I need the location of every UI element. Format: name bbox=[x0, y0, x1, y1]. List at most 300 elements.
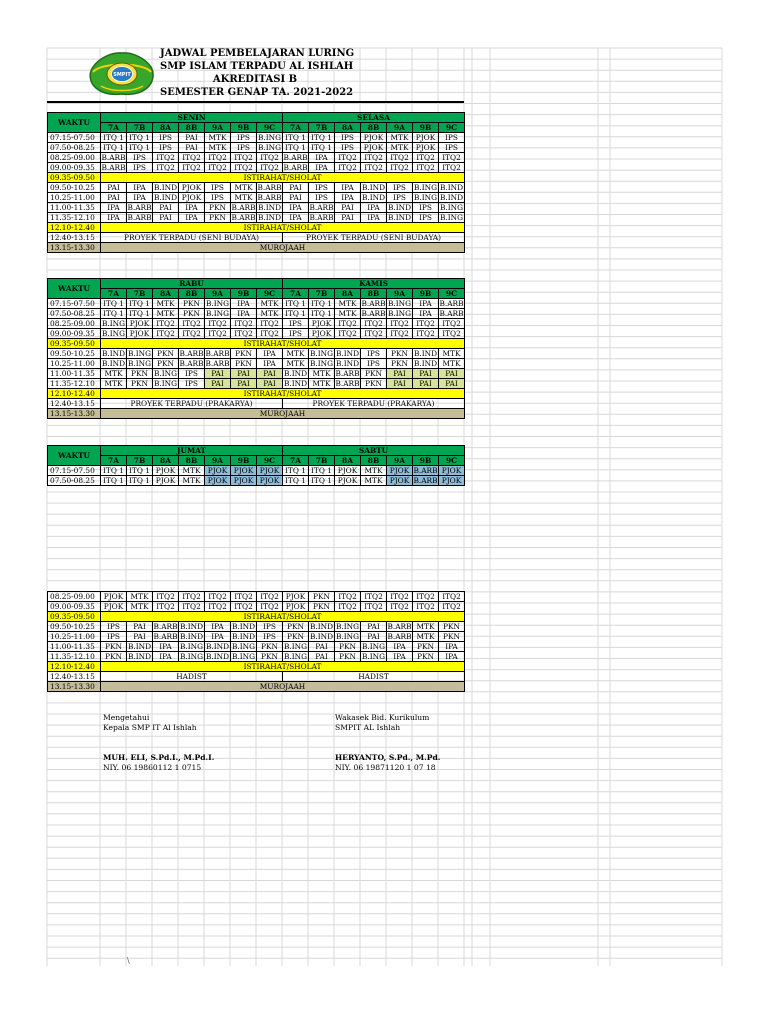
day-header: JUMAT bbox=[101, 446, 283, 456]
table-row bbox=[48, 153, 465, 163]
subject-cell: ITQ 1 bbox=[127, 309, 153, 319]
table-row bbox=[48, 682, 465, 692]
subject-cell: IPA bbox=[361, 213, 387, 223]
subject-cell: ITQ 1 bbox=[283, 476, 309, 486]
subject-cell: B.ARB bbox=[309, 212, 334, 222]
subject-cell: B.IND bbox=[153, 182, 178, 192]
subject-cell: PAI bbox=[361, 622, 387, 632]
activity-cell: HADIST bbox=[283, 672, 465, 682]
subject-cell: IPA bbox=[153, 642, 179, 652]
table-row bbox=[48, 602, 465, 612]
subject-cell: B.ING bbox=[153, 368, 178, 378]
subject-cell: B.ING bbox=[231, 641, 256, 651]
activity-cell: PROYEK TERPADU (SENI BUDAYA) bbox=[283, 233, 465, 243]
subject-cell: PAI bbox=[309, 642, 335, 652]
class-header: 9C bbox=[439, 123, 465, 133]
subject-cell: PJOK bbox=[309, 329, 335, 339]
class-header: 8B bbox=[179, 456, 205, 466]
subject-cell: B.IND bbox=[179, 621, 204, 631]
break-cell: ISTIRAHAT/SHOLAT bbox=[101, 389, 465, 399]
subject-cell: ITQ2 bbox=[387, 153, 413, 163]
table-row bbox=[48, 203, 465, 213]
subject-cell: IPS bbox=[101, 632, 127, 642]
subject-cell: B.IND bbox=[153, 192, 178, 202]
subject-cell: PJOK bbox=[413, 133, 439, 143]
table-row bbox=[48, 466, 465, 476]
subject-cell: PKN bbox=[231, 349, 257, 359]
subject-cell: ITQ2 bbox=[153, 602, 179, 612]
table-row bbox=[48, 632, 465, 642]
subject-cell: IPS bbox=[205, 183, 231, 193]
subject-cell: B.ING bbox=[127, 348, 152, 358]
subject-cell: PKN bbox=[257, 652, 283, 662]
subject-cell: IPS bbox=[309, 193, 335, 203]
time-cell: 08.25-09.00 bbox=[48, 319, 101, 329]
subject-cell: PAI bbox=[413, 379, 439, 389]
subject-cell: PAI bbox=[283, 183, 309, 193]
subject-cell: B.ING bbox=[309, 358, 334, 368]
subject-cell: B.ING bbox=[127, 358, 152, 368]
subject-cell: MTK bbox=[439, 359, 465, 369]
subject-cell: B.ARB bbox=[205, 348, 230, 358]
table-row bbox=[48, 309, 465, 319]
subject-cell: IPS bbox=[283, 329, 309, 339]
subject-cell: ITQ 1 bbox=[127, 299, 153, 309]
table-row bbox=[48, 592, 465, 602]
class-header: 7A bbox=[283, 289, 309, 299]
subject-cell: IPS bbox=[439, 143, 465, 153]
subject-cell: PKN bbox=[387, 359, 413, 369]
subject-cell: B.ARB bbox=[335, 368, 360, 378]
subject-cell: PJOK bbox=[335, 476, 361, 486]
subject-cell: ITQ2 bbox=[153, 329, 179, 339]
class-header: 9A bbox=[205, 123, 231, 133]
subject-cell: PAI bbox=[205, 369, 231, 379]
subject-cell: PJOK bbox=[205, 466, 231, 476]
subject-cell: PAI bbox=[257, 379, 283, 389]
class-header: 8A bbox=[153, 289, 179, 299]
signature-right-line2: SMPIT AL Ishlah bbox=[335, 723, 401, 732]
schedule-jumat-sabtu bbox=[47, 445, 465, 486]
day-header-row bbox=[48, 446, 465, 456]
subject-cell: ITQ2 bbox=[153, 163, 179, 173]
subject-cell: PAI bbox=[257, 369, 283, 379]
activity-cell: PROYEK TERPADU (SENI BUDAYA) bbox=[101, 233, 283, 243]
subject-cell: ITQ 1 bbox=[309, 143, 335, 153]
murojaah-cell: MUROJAAH bbox=[101, 409, 465, 419]
table-row bbox=[48, 409, 465, 419]
activity-cell: PROYEK TERPADU (PRAKARYA) bbox=[283, 399, 465, 409]
subject-cell: PJOK bbox=[257, 476, 283, 486]
subject-cell: PKN bbox=[309, 592, 335, 602]
table-row bbox=[48, 213, 465, 223]
subject-cell: PJOK bbox=[127, 329, 153, 339]
subject-cell: B.ING bbox=[179, 651, 204, 661]
subject-cell: IPS bbox=[413, 203, 439, 213]
subject-cell: PKN bbox=[231, 359, 257, 369]
subject-cell: ITQ2 bbox=[335, 153, 361, 163]
subject-cell: PJOK bbox=[335, 466, 361, 476]
subject-cell: B.ING bbox=[205, 308, 230, 318]
subject-cell: PJOK bbox=[101, 602, 127, 612]
subject-cell: B.ING bbox=[101, 328, 126, 338]
subject-cell: B.IND bbox=[335, 348, 360, 358]
subject-cell: MTK bbox=[335, 299, 361, 309]
subject-cell: PAI bbox=[101, 183, 127, 193]
table-row bbox=[48, 163, 465, 173]
break-cell: ISTIRAHAT/SHOLAT bbox=[101, 612, 465, 622]
class-header: 9A bbox=[205, 289, 231, 299]
subject-cell: PAI bbox=[387, 379, 413, 389]
class-header: 7A bbox=[101, 456, 127, 466]
activity-cell: PROYEK TERPADU (PRAKARYA) bbox=[101, 399, 283, 409]
subject-cell: ITQ 1 bbox=[127, 133, 153, 143]
table-row bbox=[48, 642, 465, 652]
class-header: 8A bbox=[335, 123, 361, 133]
subject-cell: IPS bbox=[439, 133, 465, 143]
subject-cell: PAI bbox=[179, 133, 205, 143]
subject-cell: IPA bbox=[387, 652, 413, 662]
subject-cell: PJOK bbox=[179, 183, 205, 193]
time-cell: 09.50-10.25 bbox=[48, 183, 101, 193]
class-header: 7B bbox=[127, 123, 153, 133]
subject-cell: PKN bbox=[101, 652, 127, 662]
subject-cell: ITQ 1 bbox=[309, 309, 335, 319]
subject-cell: PKN bbox=[205, 213, 231, 223]
subject-cell: ITQ 1 bbox=[309, 299, 335, 309]
time-cell: 07.15-07.50 bbox=[48, 466, 101, 476]
vice-principal-name: HERYANTO, S.Pd., M.Pd. bbox=[335, 753, 441, 762]
subject-cell: B.ING bbox=[361, 651, 386, 661]
subject-cell: ITQ2 bbox=[387, 329, 413, 339]
subject-cell: ITQ2 bbox=[361, 592, 387, 602]
subject-cell: B.IND bbox=[439, 192, 464, 202]
subject-cell: PJOK bbox=[257, 466, 283, 476]
subject-cell: PJOK bbox=[231, 466, 257, 476]
table-row bbox=[48, 339, 465, 349]
class-header: 8A bbox=[153, 123, 179, 133]
subject-cell: ITQ2 bbox=[231, 163, 257, 173]
time-cell: 11.35-12.10 bbox=[48, 213, 101, 223]
subject-cell: ITQ2 bbox=[205, 319, 231, 329]
subject-cell: PKN bbox=[179, 299, 205, 309]
time-cell: 12.40-13.15 bbox=[48, 233, 101, 243]
class-header: 9A bbox=[205, 456, 231, 466]
table-row bbox=[48, 379, 465, 389]
time-cell: 11.00-11.35 bbox=[48, 369, 101, 379]
subject-cell: B.ARB bbox=[153, 621, 178, 631]
day-header-row bbox=[48, 279, 465, 289]
subject-cell: MTK bbox=[387, 143, 413, 153]
subject-cell: B.IND bbox=[361, 182, 386, 192]
subject-cell: PJOK bbox=[127, 319, 153, 329]
time-cell: 10.25-11.00 bbox=[48, 632, 101, 642]
table-row bbox=[48, 369, 465, 379]
subject-cell: ITQ2 bbox=[361, 319, 387, 329]
subject-cell: B.ING bbox=[413, 192, 438, 202]
time-cell: 09.00-09.35 bbox=[48, 602, 101, 612]
time-cell: 09.35-09.50 bbox=[48, 612, 101, 622]
subject-cell: PJOK bbox=[101, 592, 127, 602]
subject-cell: B.ARB bbox=[283, 152, 308, 162]
subject-cell: PAI bbox=[231, 369, 257, 379]
subject-cell: MTK bbox=[231, 193, 257, 203]
time-cell: 12.10-12.40 bbox=[48, 223, 101, 233]
subject-cell: IPA bbox=[439, 642, 465, 652]
subject-cell: ITQ 1 bbox=[283, 133, 309, 143]
subject-cell: ITQ2 bbox=[439, 329, 465, 339]
subject-cell: ITQ2 bbox=[179, 329, 205, 339]
class-header: 8B bbox=[361, 289, 387, 299]
subject-cell: PKN bbox=[153, 349, 179, 359]
time-cell: 07.15-07.50 bbox=[48, 299, 101, 309]
subject-cell: PJOK bbox=[361, 133, 387, 143]
table-row bbox=[48, 299, 465, 309]
subject-cell: MTK bbox=[439, 349, 465, 359]
subject-cell: B.IND bbox=[361, 192, 386, 202]
subject-cell: B.ARB bbox=[361, 308, 386, 318]
subject-cell: B.ING bbox=[361, 641, 386, 651]
class-header: 7A bbox=[101, 289, 127, 299]
subject-cell: ITQ2 bbox=[335, 319, 361, 329]
class-header: 9A bbox=[387, 456, 413, 466]
subject-cell: ITQ2 bbox=[413, 592, 439, 602]
signature-left bbox=[103, 713, 214, 773]
class-header: 9B bbox=[231, 289, 257, 299]
subject-cell: ITQ 1 bbox=[309, 476, 335, 486]
time-cell: 10.25-11.00 bbox=[48, 359, 101, 369]
break-cell: ISTIRAHAT/SHOLAT bbox=[101, 339, 465, 349]
subject-cell: MTK bbox=[309, 369, 335, 379]
subject-cell: IPS bbox=[153, 133, 179, 143]
subject-cell: ITQ2 bbox=[335, 163, 361, 173]
subject-cell: PJOK bbox=[153, 476, 179, 486]
subject-cell: ITQ2 bbox=[179, 153, 205, 163]
subject-cell: IPA bbox=[179, 203, 205, 213]
subject-cell: ITQ2 bbox=[153, 153, 179, 163]
subject-cell: B.IND bbox=[179, 631, 204, 641]
subject-cell: MTK bbox=[387, 133, 413, 143]
subject-cell: MTK bbox=[283, 349, 309, 359]
subject-cell: MTK bbox=[309, 379, 335, 389]
subject-cell: PKN bbox=[439, 632, 465, 642]
time-cell: 11.35-12.10 bbox=[48, 379, 101, 389]
subject-cell: MTK bbox=[127, 592, 153, 602]
subject-cell: IPA bbox=[283, 203, 309, 213]
subject-cell: PJOK bbox=[153, 466, 179, 476]
subject-cell: B.ARB bbox=[413, 465, 438, 475]
class-header: 7B bbox=[309, 456, 335, 466]
subject-cell: IPA bbox=[335, 183, 361, 193]
subject-cell: PAI bbox=[101, 193, 127, 203]
subject-cell: B.ARB bbox=[179, 358, 204, 368]
class-header: 9C bbox=[257, 289, 283, 299]
subject-cell: B.IND bbox=[231, 631, 256, 641]
activity-cell: HADIST bbox=[101, 672, 283, 682]
subject-cell: B.ING bbox=[387, 308, 412, 318]
subject-cell: PJOK bbox=[179, 193, 205, 203]
subject-cell: PAI bbox=[153, 203, 179, 213]
subject-cell: IPA bbox=[101, 203, 127, 213]
subject-cell: IPS bbox=[361, 359, 387, 369]
day-header: SENIN bbox=[101, 113, 283, 123]
subject-cell: MTK bbox=[153, 299, 179, 309]
subject-cell: ITQ2 bbox=[205, 153, 231, 163]
subject-cell: B.IND bbox=[309, 631, 334, 641]
subject-cell: B.IND bbox=[101, 358, 126, 368]
subject-cell: ITQ2 bbox=[413, 153, 439, 163]
subject-cell: IPS bbox=[257, 622, 283, 632]
subject-cell: PAI bbox=[439, 369, 465, 379]
subject-cell: IPS bbox=[387, 183, 413, 193]
class-header: 7B bbox=[309, 123, 335, 133]
subject-cell: PJOK bbox=[387, 466, 413, 476]
subject-cell: B.ING bbox=[101, 318, 126, 328]
subject-cell: ITQ2 bbox=[205, 592, 231, 602]
subject-cell: IPS bbox=[205, 193, 231, 203]
subject-cell: ITQ2 bbox=[231, 153, 257, 163]
time-cell: 12.10-12.40 bbox=[48, 389, 101, 399]
table-row bbox=[48, 662, 465, 672]
subject-cell: ITQ 1 bbox=[101, 143, 127, 153]
subject-cell: B.IND bbox=[387, 212, 412, 222]
subject-cell: ITQ2 bbox=[387, 163, 413, 173]
subject-cell: B.IND bbox=[127, 641, 152, 651]
subject-cell: IPS bbox=[335, 133, 361, 143]
subject-cell: IPS bbox=[283, 319, 309, 329]
day-header: SELASA bbox=[283, 113, 465, 123]
day-header: SABTU bbox=[283, 446, 465, 456]
class-header: 9B bbox=[413, 289, 439, 299]
table-row bbox=[48, 389, 465, 399]
signature-right bbox=[335, 713, 440, 773]
subject-cell: PKN bbox=[205, 203, 231, 213]
class-header: 7A bbox=[283, 123, 309, 133]
subject-cell: IPA bbox=[309, 163, 335, 173]
subject-cell: ITQ2 bbox=[439, 592, 465, 602]
subject-cell: B.ARB bbox=[231, 212, 256, 222]
subject-cell: ITQ 1 bbox=[283, 466, 309, 476]
subject-cell: B.ING bbox=[439, 212, 464, 222]
class-header: 7B bbox=[309, 289, 335, 299]
subject-cell: ITQ2 bbox=[257, 163, 283, 173]
subject-cell: PJOK bbox=[387, 476, 413, 486]
time-cell: 11.00-11.35 bbox=[48, 642, 101, 652]
time-cell: 08.25-09.00 bbox=[48, 153, 101, 163]
subject-cell: PKN bbox=[127, 369, 153, 379]
subject-cell: ITQ2 bbox=[205, 602, 231, 612]
doc-title: JADWAL PEMBELAJARAN LURING bbox=[160, 48, 355, 59]
subject-cell: ITQ 1 bbox=[101, 309, 127, 319]
subject-cell: B.ING bbox=[179, 641, 204, 651]
schedule-jumat-sabtu-continued bbox=[47, 591, 465, 692]
class-header: 9B bbox=[231, 123, 257, 133]
subject-cell: ITQ2 bbox=[413, 602, 439, 612]
class-header: 8A bbox=[335, 456, 361, 466]
subject-cell: IPA bbox=[101, 213, 127, 223]
class-header: 9B bbox=[413, 123, 439, 133]
subject-cell: PKN bbox=[283, 632, 309, 642]
break-cell: ISTIRAHAT/SHOLAT bbox=[101, 223, 465, 233]
subject-cell: IPS bbox=[179, 379, 205, 389]
subject-cell: PKN bbox=[283, 622, 309, 632]
subject-cell: ITQ 1 bbox=[283, 299, 309, 309]
subject-cell: PKN bbox=[335, 642, 361, 652]
principal-niy: NIY. 06 19860112 1 0715 bbox=[103, 763, 202, 772]
subject-cell: IPA bbox=[309, 153, 335, 163]
subject-cell: MTK bbox=[179, 476, 205, 486]
subject-cell: B.IND bbox=[205, 651, 230, 661]
subject-cell: IPA bbox=[153, 652, 179, 662]
subject-cell: ITQ2 bbox=[257, 602, 283, 612]
subject-cell: MTK bbox=[205, 143, 231, 153]
day-header-row bbox=[48, 113, 465, 123]
break-cell: ISTIRAHAT/SHOLAT bbox=[101, 173, 465, 183]
principal-name: MUH. ELI, S.Pd.I., M.Pd.I. bbox=[103, 753, 215, 762]
class-header: 7B bbox=[127, 456, 153, 466]
subject-cell: ITQ 1 bbox=[127, 476, 153, 486]
school-logo bbox=[87, 50, 157, 96]
subject-cell: B.ING bbox=[413, 182, 438, 192]
subject-cell: ITQ 1 bbox=[127, 143, 153, 153]
subject-cell: B.ING bbox=[283, 641, 308, 651]
subject-cell: PJOK bbox=[413, 143, 439, 153]
subject-cell: ITQ2 bbox=[387, 319, 413, 329]
subject-cell: PKN bbox=[413, 652, 439, 662]
time-cell: 13.15-13.30 bbox=[48, 682, 101, 692]
table-row bbox=[48, 672, 465, 682]
subject-cell: ITQ2 bbox=[361, 163, 387, 173]
subject-cell: B.ARB bbox=[101, 162, 126, 172]
vice-principal-niy: NIY. 06 19871120 1 07 18 bbox=[335, 763, 436, 772]
subject-cell: IPS bbox=[387, 193, 413, 203]
subject-cell: IPA bbox=[283, 213, 309, 223]
subject-cell: B.ARB bbox=[101, 152, 126, 162]
time-cell: 09.00-09.35 bbox=[48, 163, 101, 173]
time-cell: 13.15-13.30 bbox=[48, 243, 101, 253]
table-row bbox=[48, 243, 465, 253]
subject-cell: B.ING bbox=[283, 651, 308, 661]
subject-cell: B.ARB bbox=[257, 192, 282, 202]
subject-cell: ITQ2 bbox=[335, 602, 361, 612]
subject-cell: MTK bbox=[257, 309, 283, 319]
subject-cell: IPA bbox=[205, 622, 231, 632]
subject-cell: B.ING bbox=[335, 631, 360, 641]
subject-cell: MTK bbox=[413, 622, 439, 632]
subject-cell: B.IND bbox=[387, 202, 412, 212]
class-header: 8B bbox=[179, 123, 205, 133]
subject-cell: MTK bbox=[127, 602, 153, 612]
subject-cell: IPA bbox=[413, 299, 439, 309]
subject-cell: PKN bbox=[361, 379, 387, 389]
class-header-row bbox=[48, 123, 465, 133]
subject-cell: ITQ2 bbox=[361, 329, 387, 339]
subject-cell: ITQ2 bbox=[179, 319, 205, 329]
signature-left-line2: Kepala SMP IT Al Ishlah bbox=[103, 723, 197, 732]
day-header: KAMIS bbox=[283, 279, 465, 289]
subject-cell: PAI bbox=[127, 632, 153, 642]
subject-cell: ITQ2 bbox=[179, 592, 205, 602]
subject-cell: B.ING bbox=[257, 142, 282, 152]
class-header: 8B bbox=[361, 456, 387, 466]
table-row bbox=[48, 183, 465, 193]
class-header: 9C bbox=[439, 456, 465, 466]
subject-cell: B.ARB bbox=[205, 358, 230, 368]
schedule-rabu-kamis bbox=[47, 278, 465, 419]
subject-cell: B.ING bbox=[387, 298, 412, 308]
subject-cell: PJOK bbox=[283, 602, 309, 612]
table-row bbox=[48, 143, 465, 153]
